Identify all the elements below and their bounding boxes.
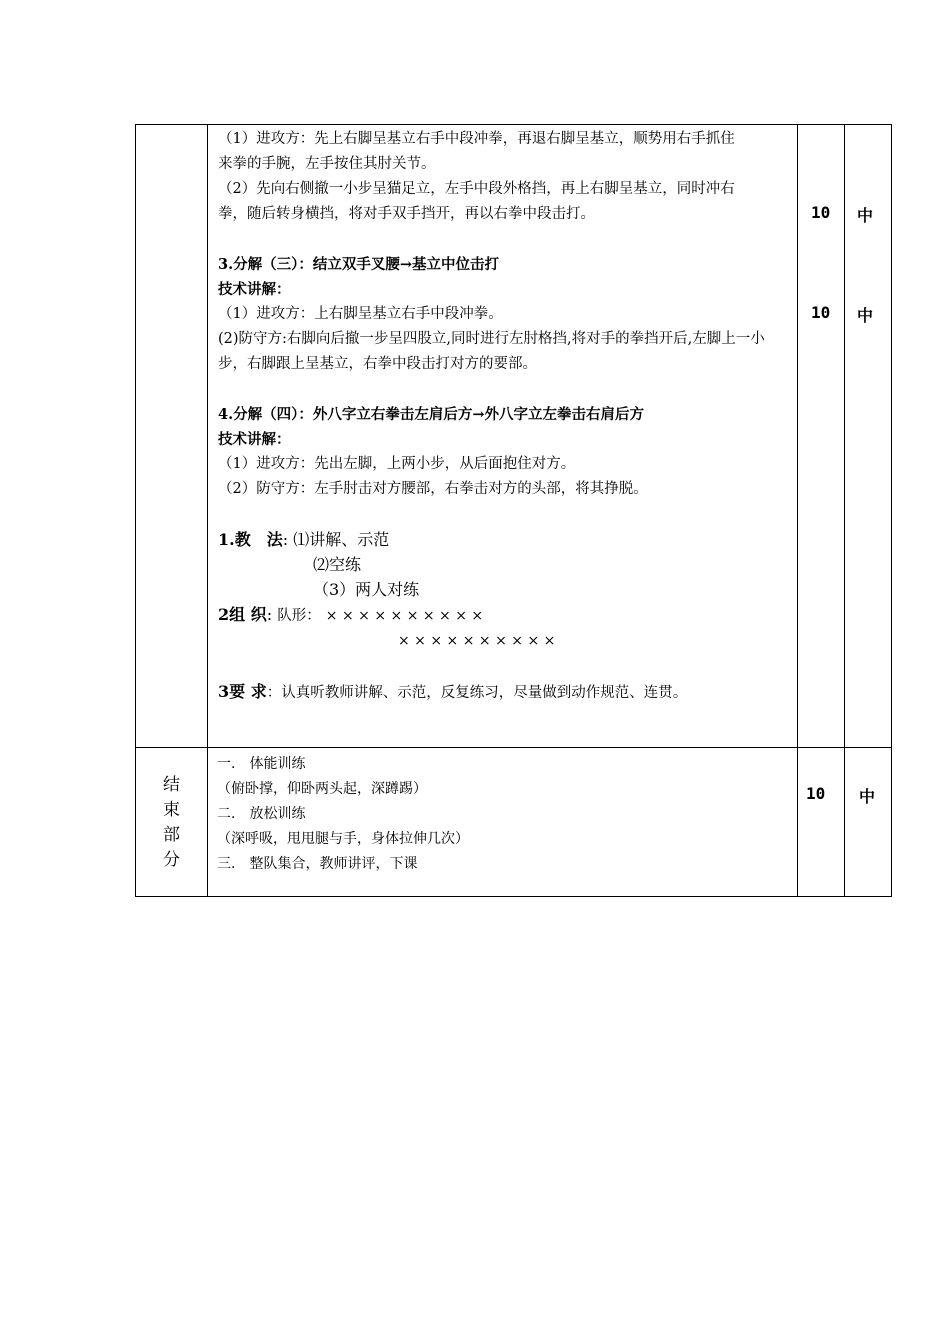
end-time-cell [798,748,845,897]
method-colon: : [282,530,289,549]
main-section-row [136,125,892,748]
main-section-content-cell [208,125,798,748]
end-label-char: 分 [163,850,180,870]
part4-defense: （2）防守方：左手肘击对方腰部，右拳击对方的头部，将其挣脱。 [218,481,648,497]
part4-heading: 4.分解（四）：外八字立右拳击左肩后方→外八字立左拳击右肩后方 [218,406,645,423]
end-line: 二. 放松训练 [217,806,306,822]
method-label: 1.教 法 [218,530,283,549]
organization-row [218,602,789,629]
main-section-label-cell [136,125,208,748]
method-item: ⑵空练 [313,555,362,574]
end-section-row [136,748,892,897]
requirement-label: 3要 求 [218,682,267,701]
end-line: 三. 整队集合，教师讲评，下课 [217,856,418,872]
lesson-plan-table [135,124,892,897]
intensity-value: 中 [857,306,874,325]
organization-label: 2组 织 [218,605,267,624]
end-line: （俯卧撑，仰卧两头起，深蹲踢） [217,781,427,797]
time-value: 10 [811,303,831,322]
part3-attack: （1）进攻方：上右脚呈基立右手中段冲拳。 [218,306,503,322]
content-line: 来拳的手腕，左手按住其肘关节。 [218,156,436,172]
formation-prefix: 队形： [277,608,321,624]
formation-row-2: × × × × × × × × × × [398,633,556,649]
method-row [218,527,789,552]
end-section-content-cell [208,748,798,897]
part4-tech-label: 技术讲解： [218,431,291,448]
end-label-char: 部 [163,825,180,845]
method-item: （3）两人对练 [313,580,420,599]
main-time-cell [798,125,845,748]
method-item: ⑴讲解、示范 [293,530,390,549]
end-label-char: 束 [163,800,180,820]
end-line: 一. 体能训练 [217,756,306,772]
end-level-cell [845,748,892,897]
formation-row-1: × × × × × × × × × × [325,608,484,624]
part3-heading: 3.分解（三）：结立双手叉腰→基立中位击打 [218,256,500,273]
requirement-row [218,679,789,706]
main-level-cell [845,125,892,748]
time-value: 10 [811,203,831,222]
content-line: （2）先向右侧撤一小步呈猫足立，左手中段外格挡，再上右脚呈基立，同时冲右 [218,181,735,197]
part4-attack: （1）进攻方：先出左脚，上两小步，从后面抱住对方。 [218,456,576,472]
requirement-text: ：认真听教师讲解、示范，反复练习，尽量做到动作规范、连贯。 [266,685,688,701]
organization-colon: : [266,605,273,624]
intensity-value: 中 [859,787,876,806]
content-line: 拳，随后转身横挡，将对手双手挡开，再以右拳中段击打。 [218,206,595,222]
end-line: （深呼吸，甩甩腿与手，身体拉伸几次） [217,831,469,847]
intensity-value: 中 [857,206,874,225]
part3-tech-label: 技术讲解： [218,281,291,298]
end-label-char: 结 [163,775,180,795]
time-value: 10 [806,784,826,803]
content-line: （1）进攻方：先上右脚呈基立右手中段冲拳，再退右脚呈基立，顺势用右手抓住 [218,131,735,147]
end-section-label-cell [136,748,208,897]
part3-defense: (2)防守方:右脚向后撤一步呈四股立,同时进行左肘格挡,将对手的拳挡开后,左脚上一小步，右脚跟上呈基立，右拳中段击打对方的要部。 [218,331,765,372]
